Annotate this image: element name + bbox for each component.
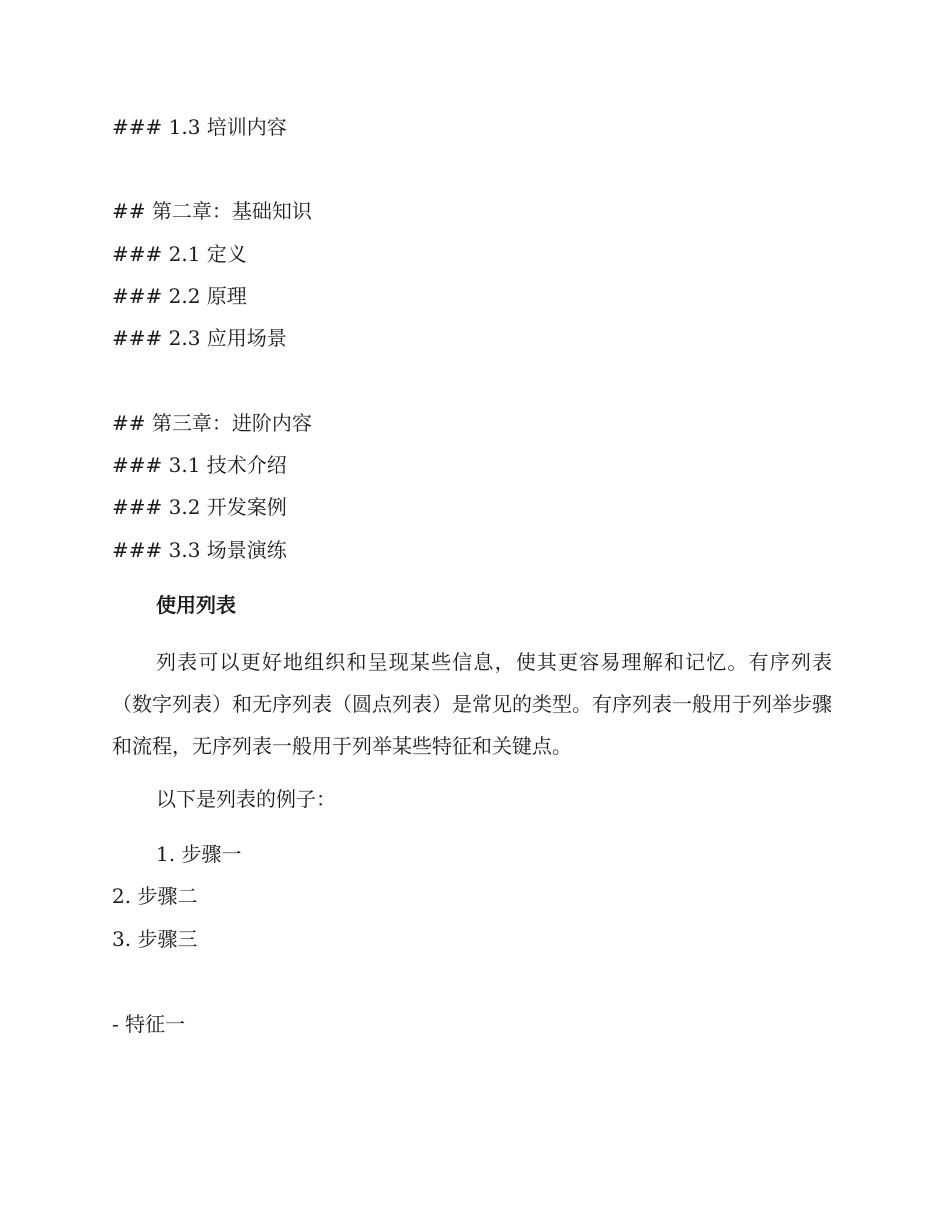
example-intro: 以下是列表的例子：	[156, 787, 336, 811]
ordered-list-item-2: 2. 步骤二	[112, 884, 198, 908]
section-heading: 使用列表	[156, 593, 236, 617]
outline-heading-3-3: ### 3.3 场景演练	[112, 538, 287, 562]
outline-heading-3-2: ### 3.2 开发案例	[112, 495, 287, 519]
outline-heading-2-1: ### 2.1 定义	[112, 242, 247, 266]
ordered-list-item-3: 3. 步骤三	[112, 927, 198, 951]
outline-heading-3-1: ### 3.1 技术介绍	[112, 453, 287, 477]
outline-chapter-3: ## 第三章：进阶内容	[112, 411, 312, 435]
outline-heading-2-2: ### 2.2 原理	[112, 284, 247, 308]
unordered-list-item-1: - 特征一	[112, 1012, 186, 1036]
body-paragraph: 列表可以更好地组织和呈现某些信息，使其更容易理解和记忆。有序列表（数字列表）和无序列表（圆点列表）是常见的类型。有序列表一般用于列举步骤和流程，无序列表一般用于列举某些特征和关键点。	[112, 650, 832, 758]
outline-heading-1-3: ### 1.3 培训内容	[112, 115, 287, 139]
ordered-list-item-1: 1. 步骤一	[156, 842, 242, 866]
outline-chapter-2: ## 第二章：基础知识	[112, 199, 312, 223]
outline-heading-2-3: ### 2.3 应用场景	[112, 326, 287, 350]
